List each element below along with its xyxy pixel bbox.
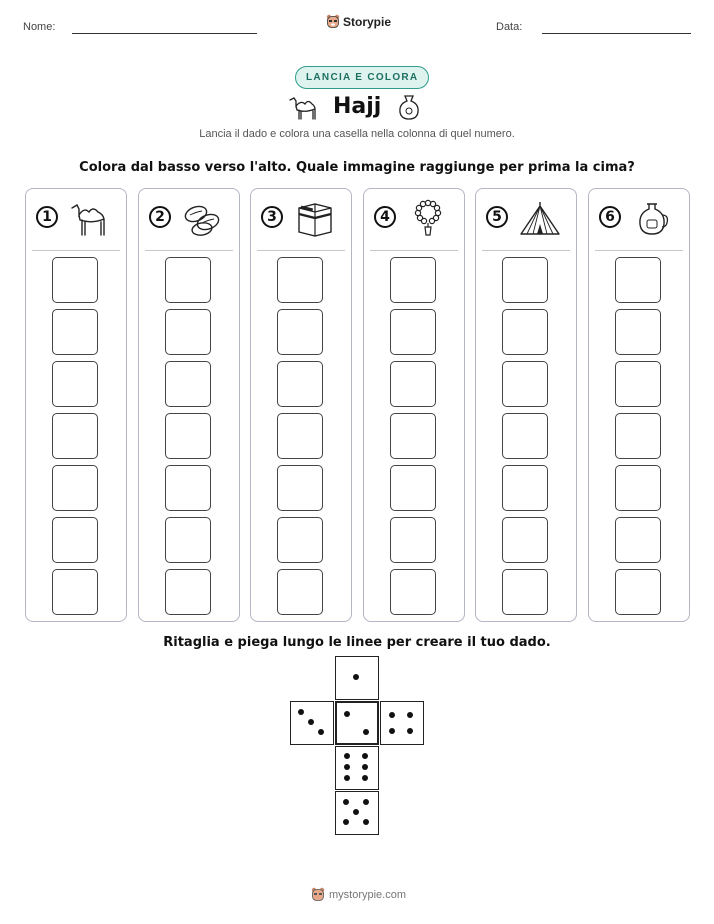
color-box[interactable] [52,465,98,511]
color-box[interactable] [277,465,323,511]
column-5-header [476,189,576,251]
color-box[interactable] [52,413,98,459]
dice-pip [362,753,368,759]
column-1 [25,188,127,622]
color-box[interactable] [390,517,436,563]
dice-face-6 [335,746,379,790]
column-3 [250,188,352,622]
dice-pip [308,719,314,725]
dice-pip [363,729,369,735]
dice-pip [344,764,350,770]
column-separator [32,250,120,251]
column-separator [257,250,345,251]
column-separator [370,250,458,251]
camel-icon [287,92,321,122]
column-4 [363,188,465,622]
color-box[interactable] [390,569,436,615]
dice-pip [389,712,395,718]
cut-instruction: Ritaglia e piega lungo le linee per creare il tuo dado. [163,635,551,650]
dice-face-5 [335,791,379,835]
footer [311,887,406,903]
color-box[interactable] [390,361,436,407]
color-box[interactable] [52,361,98,407]
date-label: Data: [496,21,523,33]
activity-badge: LANCIA E COLORA [295,66,429,89]
color-box[interactable] [52,517,98,563]
color-box[interactable] [390,465,436,511]
dice-pip [343,819,349,825]
color-box[interactable] [165,361,211,407]
date-line[interactable] [542,33,691,34]
color-box[interactable] [277,309,323,355]
column-2 [138,188,240,622]
subtitle: Lancia il dado e colora una casella nella colonna di quel numero. [199,128,515,140]
storypie-mascot-icon [326,14,340,30]
storypie-mascot-icon [311,887,325,903]
dice-pip [362,775,368,781]
color-box[interactable] [390,413,436,459]
dates-icon [181,198,225,238]
column-separator [145,250,233,251]
color-box[interactable] [277,517,323,563]
color-box[interactable] [615,517,661,563]
color-box[interactable] [502,517,548,563]
dice-pip [344,753,350,759]
color-box[interactable] [390,257,436,303]
dice-pip [362,764,368,770]
color-box[interactable] [615,257,661,303]
column-number: 3 [261,206,283,228]
color-box[interactable] [52,569,98,615]
zamzam-bag-icon [397,93,421,121]
name-line[interactable] [72,33,257,34]
column-separator [595,250,683,251]
dice-face-4 [380,701,424,745]
camel-icon [68,198,112,238]
color-box[interactable] [502,361,548,407]
kaaba-icon [293,198,337,238]
color-box[interactable] [502,569,548,615]
color-box[interactable] [615,413,661,459]
tent-icon [518,198,562,238]
prayer-beads-icon [406,198,450,238]
instruction-heading: Colora dal basso verso l'alto. Quale immagine raggiunge per prima la cima? [79,160,635,175]
color-box[interactable] [277,413,323,459]
dice-pip [343,799,349,805]
column-5 [475,188,577,622]
dice-pip [407,728,413,734]
dice-pip [344,775,350,781]
color-box[interactable] [165,257,211,303]
name-label: Nome: [23,21,56,33]
color-box[interactable] [165,517,211,563]
column-2-header [139,189,239,251]
color-box[interactable] [165,413,211,459]
dice-pip [344,711,350,717]
column-number: 2 [149,206,171,228]
dice-pip [407,712,413,718]
color-box[interactable] [165,569,211,615]
column-number: 4 [374,206,396,228]
dice-pip [353,674,359,680]
column-number: 1 [36,206,58,228]
color-box[interactable] [277,361,323,407]
footer-url[interactable]: mystorypie.com [329,889,407,901]
dice-pip [318,729,324,735]
color-box[interactable] [615,465,661,511]
color-box[interactable] [502,257,548,303]
column-number: 6 [599,206,621,228]
color-box[interactable] [615,569,661,615]
column-4-header [364,189,464,251]
column-6-header [589,189,689,251]
page-title: Hajj [333,94,382,119]
dice-pip [298,709,304,715]
dice-pip [353,809,359,815]
color-box[interactable] [277,569,323,615]
dice-face-3 [290,701,334,745]
column-separator [482,250,570,251]
column-3-header [251,189,351,251]
color-box[interactable] [52,309,98,355]
color-box[interactable] [502,465,548,511]
dice-face-1 [335,656,379,700]
zamzam-jug-icon [631,198,675,238]
color-box[interactable] [615,361,661,407]
color-box[interactable] [502,309,548,355]
dice-pip [363,799,369,805]
color-box[interactable] [502,413,548,459]
brand-logo [326,14,391,30]
dice-pip [363,819,369,825]
color-box[interactable] [52,257,98,303]
column-number: 5 [486,206,508,228]
color-box[interactable] [390,309,436,355]
color-box[interactable] [615,309,661,355]
brand-name: Storypie [343,15,392,29]
color-box[interactable] [165,465,211,511]
dice-pip [389,728,395,734]
column-6 [588,188,690,622]
dice-face-2 [335,701,379,745]
color-box[interactable] [165,309,211,355]
dice-net [290,656,424,836]
color-box[interactable] [277,257,323,303]
column-1-header [26,189,126,251]
